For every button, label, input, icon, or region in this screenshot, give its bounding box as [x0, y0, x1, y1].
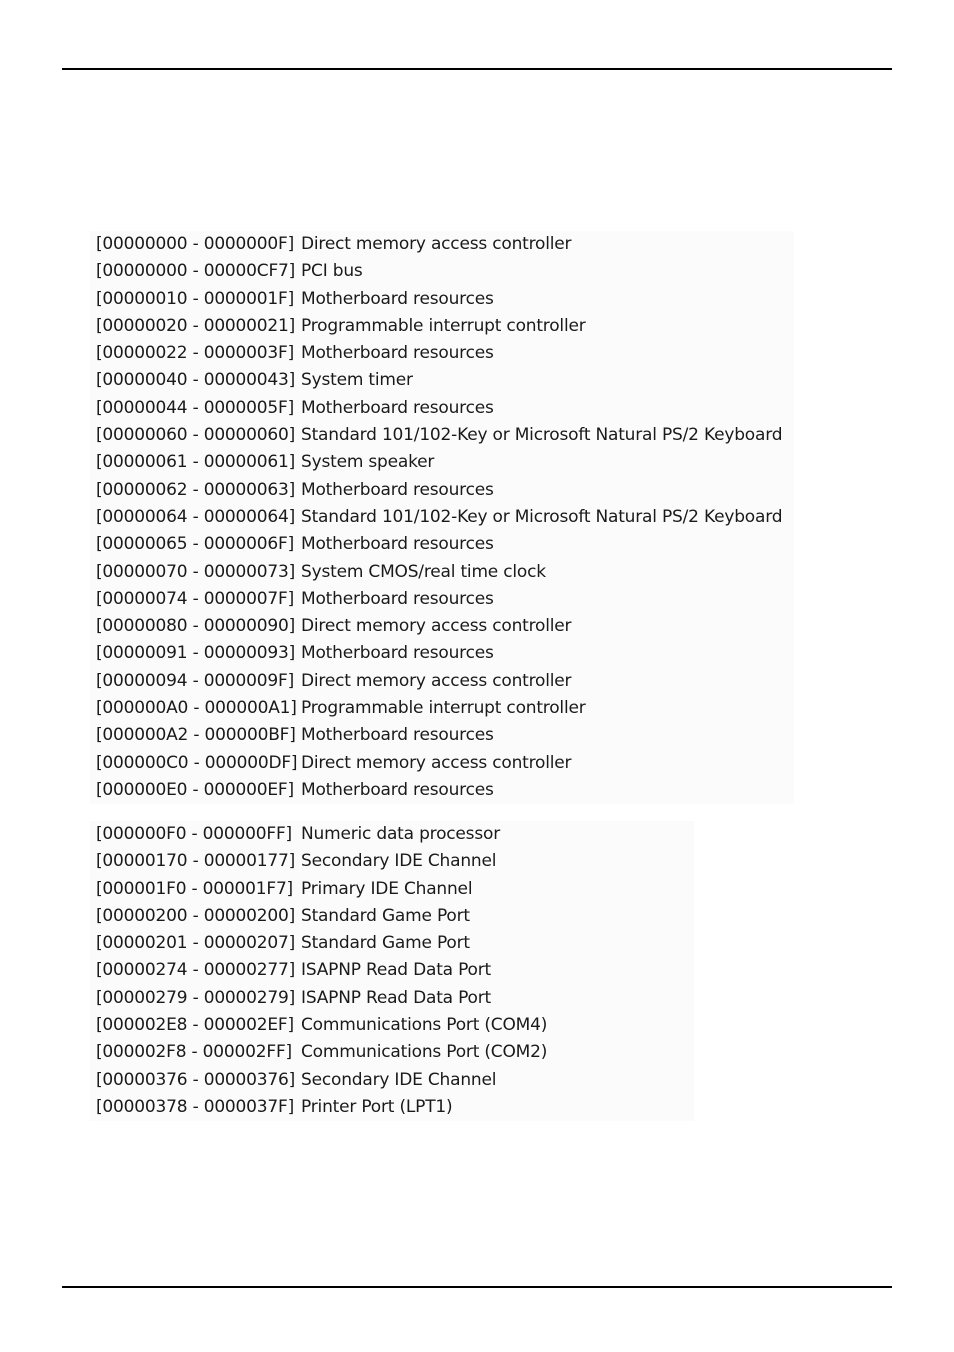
- io-range: [00000074 - 0000007F]: [96, 588, 295, 609]
- io-resource-list-part2: [90, 821, 694, 1121]
- device-name: Secondary IDE Channel: [301, 851, 497, 872]
- device-name: Motherboard resources: [301, 479, 494, 500]
- io-range: [00000378 - 0000037F]: [96, 1096, 295, 1117]
- list-item: [96, 957, 686, 984]
- device-name: ISAPNP Read Data Port: [301, 987, 491, 1008]
- list-item: [96, 367, 786, 394]
- list-item: [96, 1067, 686, 1094]
- io-range: [00000070 - 00000073]: [96, 561, 296, 582]
- io-range: [00000274 - 00000277]: [96, 960, 296, 981]
- footer-rule: [62, 1286, 892, 1288]
- io-range: [00000376 - 00000376]: [96, 1069, 296, 1090]
- io-range: [000000A2 - 000000BF]: [96, 725, 296, 746]
- device-name: Direct memory access controller: [301, 234, 572, 254]
- device-name: System timer: [301, 370, 413, 391]
- io-range: [00000040 - 00000043]: [96, 370, 296, 391]
- list-item: [96, 1039, 686, 1066]
- io-range: [00000091 - 00000093]: [96, 643, 296, 664]
- list-item: [96, 531, 786, 558]
- io-range: [00000000 - 0000000F]: [96, 234, 295, 254]
- io-range: [000000A0 - 000000A1]: [96, 698, 297, 719]
- list-item: [96, 449, 786, 476]
- list-item: [96, 286, 786, 313]
- list-item: [96, 395, 786, 422]
- list-item: [96, 613, 786, 640]
- list-item: [96, 722, 786, 749]
- io-range: [00000062 - 00000063]: [96, 479, 296, 500]
- device-name: Motherboard resources: [301, 397, 494, 418]
- list-item: [96, 930, 686, 957]
- header-rule: [62, 68, 892, 70]
- device-name: Primary IDE Channel: [301, 878, 473, 899]
- device-name: Motherboard resources: [301, 588, 494, 609]
- io-range: [00000020 - 00000021]: [96, 315, 296, 336]
- list-item: [96, 848, 686, 875]
- device-name: Standard Game Port: [301, 933, 470, 954]
- device-name: Motherboard resources: [301, 779, 494, 800]
- device-name: System CMOS/real time clock: [301, 561, 546, 582]
- device-name: Standard 101/102-Key or Microsoft Natural PS/2 Keyboard: [301, 506, 783, 527]
- io-range: [00000000 - 00000CF7]: [96, 261, 296, 282]
- device-name: Direct memory access controller: [301, 670, 572, 691]
- io-range: [000000F0 - 000000FF]: [96, 824, 292, 844]
- device-name: Motherboard resources: [301, 288, 494, 309]
- list-item: [96, 477, 786, 504]
- device-name: Communications Port (COM2): [301, 1042, 548, 1063]
- device-name: Motherboard resources: [301, 725, 494, 746]
- list-item: [96, 559, 786, 586]
- list-item: [96, 985, 686, 1012]
- device-name: ISAPNP Read Data Port: [301, 960, 491, 981]
- io-range: [00000279 - 00000279]: [96, 987, 296, 1008]
- io-range: [00000044 - 0000005F]: [96, 397, 295, 418]
- list-item: [96, 313, 786, 340]
- device-name: Standard Game Port: [301, 905, 470, 926]
- list-item: [96, 1094, 686, 1121]
- list-item: [96, 695, 786, 722]
- list-item: [96, 903, 686, 930]
- io-range: [000002E8 - 000002EF]: [96, 1015, 294, 1036]
- io-range: [00000080 - 00000090]: [96, 616, 296, 637]
- device-name: Programmable interrupt controller: [301, 698, 586, 719]
- list-item: [96, 777, 786, 804]
- io-range: [00000065 - 0000006F]: [96, 534, 295, 555]
- io-resource-list-part1: [90, 231, 794, 804]
- device-name: Motherboard resources: [301, 534, 494, 555]
- io-range: [00000010 - 0000001F]: [96, 288, 295, 309]
- io-range: [000002F8 - 000002FF]: [96, 1042, 292, 1063]
- io-range: [00000064 - 00000064]: [96, 506, 296, 527]
- device-name: Motherboard resources: [301, 343, 494, 364]
- io-range: [00000060 - 00000060]: [96, 425, 296, 446]
- list-item: [96, 231, 786, 258]
- device-name: Motherboard resources: [301, 643, 494, 664]
- device-name: Numeric data processor: [301, 824, 500, 844]
- device-name: Printer Port (LPT1): [301, 1096, 453, 1117]
- device-name: Secondary IDE Channel: [301, 1069, 497, 1090]
- device-name: Direct memory access controller: [301, 752, 572, 773]
- list-item: [96, 504, 786, 531]
- list-item: [96, 640, 786, 667]
- device-name: Direct memory access controller: [301, 616, 572, 637]
- list-item: [96, 876, 686, 903]
- list-item: [96, 750, 786, 777]
- list-item: [96, 422, 786, 449]
- io-range: [00000200 - 00000200]: [96, 905, 296, 926]
- list-item: [96, 586, 786, 613]
- device-name: Standard 101/102-Key or Microsoft Natural PS/2 Keyboard: [301, 425, 783, 446]
- list-item: [96, 1012, 686, 1039]
- list-item: [96, 340, 786, 367]
- io-range: [000000C0 - 000000DF]: [96, 752, 298, 773]
- list-item: [96, 668, 786, 695]
- io-range: [000000E0 - 000000EF]: [96, 779, 294, 800]
- io-range: [00000201 - 00000207]: [96, 933, 296, 954]
- device-name: Programmable interrupt controller: [301, 315, 586, 336]
- io-range: [000001F0 - 000001F7]: [96, 878, 293, 899]
- list-item: [96, 821, 686, 848]
- device-name: Communications Port (COM4): [301, 1015, 548, 1036]
- io-range: [00000094 - 0000009F]: [96, 670, 295, 691]
- io-range: [00000170 - 00000177]: [96, 851, 296, 872]
- device-name: System speaker: [301, 452, 435, 473]
- io-range: [00000022 - 0000003F]: [96, 343, 295, 364]
- device-name: PCI bus: [301, 261, 363, 282]
- list-item: [96, 258, 786, 285]
- io-range: [00000061 - 00000061]: [96, 452, 296, 473]
